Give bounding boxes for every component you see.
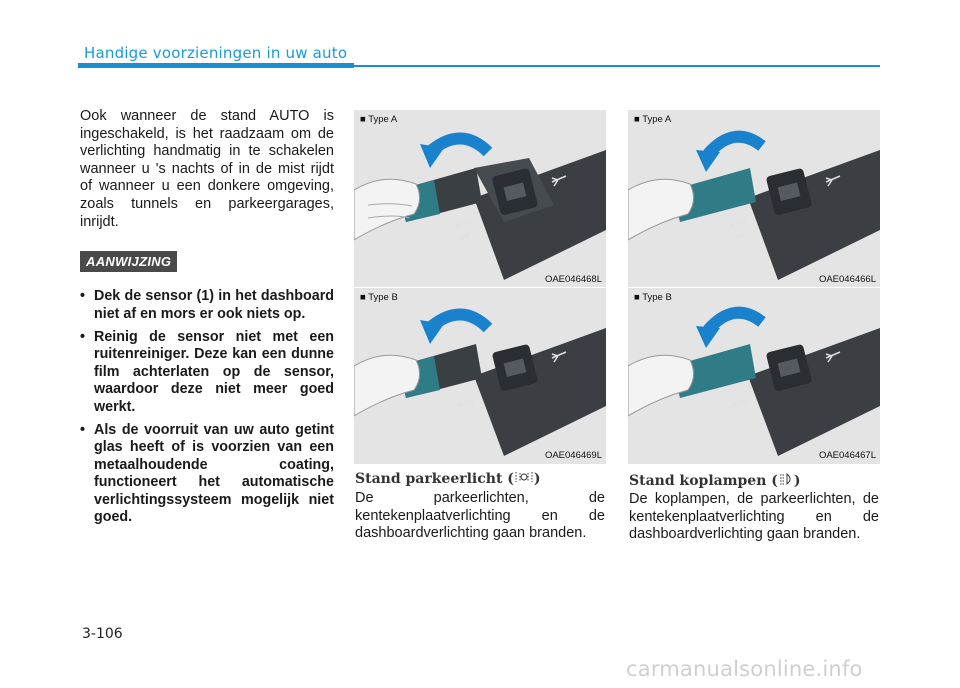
switch-label-auto: AUTO: [454, 219, 473, 230]
figure-type-label: ■ Type A: [360, 114, 398, 125]
section-body-parking-light: De parkeerlichten, de kentekenplaatverlichting en de dashboardverlichting gaan branden.: [355, 490, 605, 542]
section-title-close: ): [533, 471, 541, 487]
section-header-title: Handige voorzieningen in uw auto: [84, 44, 348, 62]
figure-parking-type-b: [354, 287, 606, 464]
intro-paragraph: Ook wanneer de stand AUTO is ingeschakeld, is het raadzaam om de verlichting handmatig in te schakelen wanneer u 's nachts of in de mist rijdt of wanneer u een donkere omgeving, zoals tunnels en parkeergarages, inrijdt.: [80, 108, 334, 230]
section-body-headlamp: De koplampen, de parkeerlichten, de kentekenplaatverlichting en de dashboardverlichting gaan branden.: [629, 491, 879, 543]
figure-code: OAE046466L: [818, 274, 876, 285]
left-column: [80, 108, 334, 532]
note-bullet-item: • Reinig de sensor niet met een ruitenreiniger. Deze kan een dunne film achterlaten op de sensor, waardoor deze niet meer goed werkt.: [80, 329, 334, 416]
parking-light-icon: [514, 470, 534, 488]
light-switch-illustration: [354, 288, 606, 464]
figure-code: OAE046467L: [818, 450, 876, 461]
watermark: carmanualsonline.info: [626, 657, 863, 681]
note-badge: AANWIJZING: [80, 251, 177, 272]
figure-headlamp-type-a: [628, 110, 880, 288]
section-title-text: Stand parkeerlicht (: [355, 471, 514, 487]
figure-type-label: ■ Type B: [634, 292, 672, 303]
headlamp-icon: [778, 472, 794, 490]
section-title-headlamp: [629, 472, 801, 490]
figure-headlamp-type-b: [628, 287, 880, 464]
header-rule-thick: [78, 63, 354, 68]
figure-type-label: ■ Type A: [634, 114, 672, 125]
section-title-parking-light: [355, 470, 541, 488]
header-rule-thin: [354, 65, 880, 67]
page-number: 3-106: [82, 626, 123, 642]
light-switch-illustration: [354, 110, 606, 288]
light-switch-illustration: [628, 288, 880, 464]
section-title-close: ): [793, 473, 801, 489]
light-switch-illustration: [628, 110, 880, 288]
figure-code: OAE046468L: [544, 274, 602, 285]
figure-type-label: ■ Type B: [360, 292, 398, 303]
switch-label-auto: AUTO: [730, 399, 749, 410]
switch-label-auto: AUTO: [456, 399, 475, 410]
note-bullet-item: • Dek de sensor (1) in het dashboard niet af en mors er ook niets op.: [80, 288, 334, 323]
switch-label-off: OFF: [732, 232, 747, 242]
switch-label-auto: AUTO: [728, 219, 747, 230]
note-bullet-list: [80, 288, 334, 526]
figure-code: OAE046469L: [544, 450, 602, 461]
figure-parking-type-a: [354, 110, 606, 288]
section-title-text: Stand koplampen (: [629, 473, 778, 489]
switch-label-off: OFF: [458, 232, 473, 242]
note-bullet-item: • Als de voorruit van uw auto getint glas heeft of is voorzien van een metaalhoudende coating, functioneert het automatische verlichtingssysteem mogelijk niet goed.: [80, 422, 334, 526]
